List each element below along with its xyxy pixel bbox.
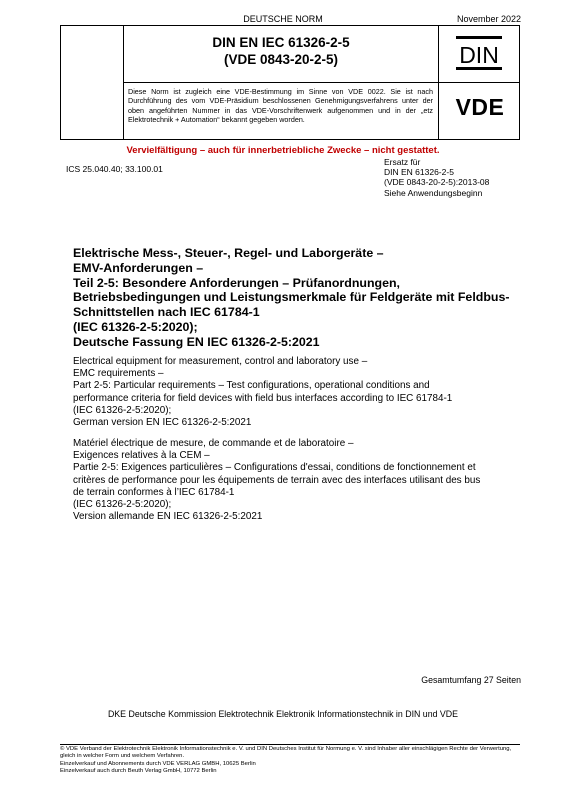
standard-number: DIN EN IEC 61326-2-5 — [212, 35, 350, 50]
title-de-line: Schnittstellen nach IEC 61784-1 — [73, 305, 260, 320]
title-fr-line: (IEC 61326-2-5:2020); — [73, 499, 172, 511]
total-pages: Gesamtumfang 27 Seiten — [421, 675, 521, 685]
standard-number-block — [124, 34, 438, 68]
title-en-line: (IEC 61326-2-5:2020); — [73, 404, 172, 416]
title-fr-line: Version allemande EN IEC 61326-2-5:2021 — [73, 511, 263, 523]
replacement-line: DIN EN 61326-2-5 — [384, 167, 454, 178]
title-de-line: Elektrische Mess-, Steuer-, Regel- und Laborgeräte – — [73, 246, 384, 260]
replacement-line: (VDE 0843-20-2-5):2013-08 — [384, 177, 490, 188]
title-de-line: Teil 2-5: Besondere Anforderungen – Prüfanordnungen, — [73, 275, 401, 290]
replacement-line: Siehe Anwendungsbeginn — [384, 187, 483, 198]
title-fr-line: Partie 2-5: Exigences particulières – Configurations d'essai, conditions de fonctionnement et — [73, 462, 476, 474]
title-fr-line: Matériel électrique de mesure, de commande et de laboratoire – — [73, 438, 354, 449]
footer-line: gleich in welcher Form und welchem Verfahren. — [60, 753, 185, 760]
title-en-line: Electrical equipment for measurement, control and laboratory use – — [73, 356, 368, 367]
replacement-info — [384, 157, 489, 198]
footer-divider — [60, 744, 520, 745]
title-french — [73, 438, 533, 523]
footer-line: © VDE Verband der Elektrotechnik Elektronik Informationstechnik e. V. und DIN Deutsches Institut für Normung e. V. sind Inhaber aller einschlägigen Rechte der Verwertung, — [60, 746, 512, 752]
title-en-line: German version EN IEC 61326-2-5:2021 — [73, 417, 252, 429]
title-de-line: EMV-Anforderungen – — [73, 260, 204, 275]
title-en-line: EMC requirements – — [73, 368, 164, 380]
norm-type: DEUTSCHE NORM — [243, 14, 323, 24]
divider-middle — [123, 82, 520, 83]
dke-line: DKE Deutsche Kommission Elektrotechnik Elektronik Informationstechnik in DIN und VDE — [107, 709, 459, 719]
title-fr-line: de terrain conformes à l’IEC 61784-1 — [73, 486, 235, 498]
title-german — [73, 246, 533, 350]
title-en-line: Part 2-5: Particular requirements – Test configurations, operational conditions and — [73, 380, 430, 392]
title-english — [73, 356, 533, 429]
vde-number: (VDE 0843-20-2-5) — [223, 52, 339, 67]
footer-copyright — [60, 746, 540, 776]
title-fr-line: critères de performance pour les équipements de terrain avec des interfaces utilisant des bus — [73, 474, 481, 486]
replacement-line: Ersatz für — [384, 157, 421, 167]
publication-date: November 2022 — [456, 14, 521, 24]
footer-line: Einzelverkauf und Abonnements durch VDE VERLAG GMBH, 10625 Berlin — [60, 760, 256, 767]
copy-warning: Vervielfältigung – auch für innerbetriebliche Zwecke – nicht gestattet. — [126, 145, 440, 156]
din-logo-text: DIN — [459, 42, 499, 68]
title-de-line: (IEC 61326-2-5:2020); — [73, 319, 198, 334]
title-de-line: Deutsche Fassung EN IEC 61326-2-5:2021 — [73, 334, 320, 349]
ics-code: ICS 25.040.40; 33.100.01 — [66, 164, 163, 174]
title-fr-line: Exigences relatives à la CEM – — [73, 450, 210, 462]
vde-note: Diese Norm ist zugleich eine VDE-Bestimmung im Sinne von VDE 0022. Sie ist nach Durchführung des vom VDE-Präsidium beschlossenen Genehmigungsverfahrens unter der oben angeführten Nummer in das VDE-Vorschriftenwerk aufgenommen und in der „etz Elektrotechnik + Automation“ bekannt gegeben worden. — [128, 87, 433, 124]
title-en-line: performance criteria for field devices with field bus interfaces according to IEC 61784-1 — [73, 392, 453, 404]
vde-logo: VDE — [455, 94, 505, 120]
footer-line: Einzelverkauf auch durch Beuth Verlag GmbH, 10772 Berlin — [60, 768, 217, 775]
din-logo-icon — [455, 35, 503, 71]
title-de-line: Betriebsbedingungen und Leistungsmerkmale für Feldgeräte mit Feldbus- — [73, 290, 510, 305]
